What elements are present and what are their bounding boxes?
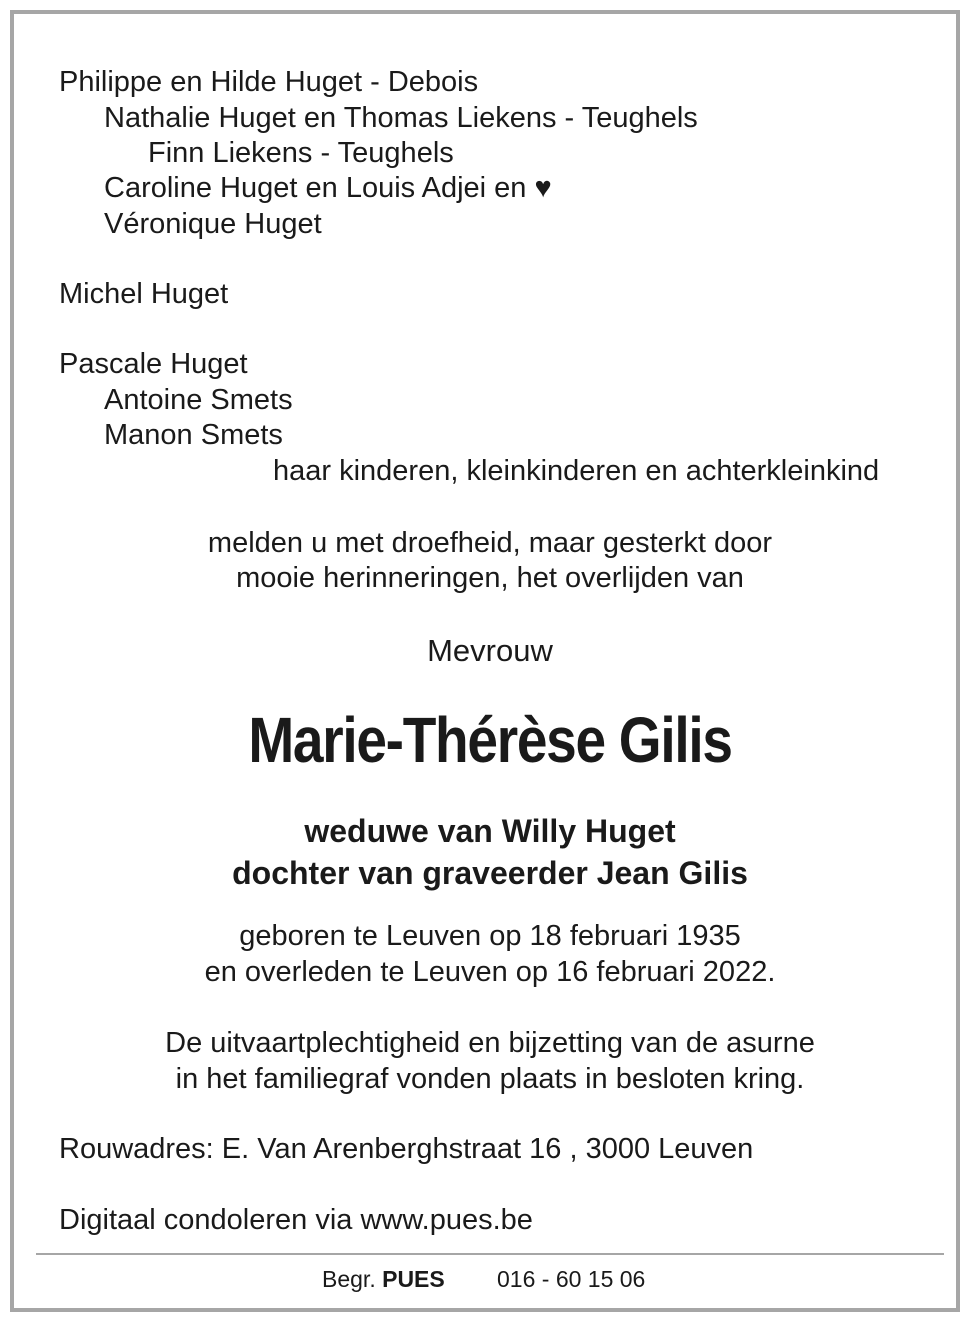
family-line-1: Philippe en Hilde Huget - Debois [59,66,479,98]
dates-line-1: geboren te Leuven op 18 februari 1935 [239,920,741,952]
relation-line: haar kinderen, kleinkinderen en achterkleinkind [273,455,880,487]
ceremony-line-2: in het familiegraf vonden plaats in besloten kring. [175,1063,805,1095]
footer-divider [36,1253,944,1255]
ceremony-line-1: De uitvaartplechtigheid en bijzetting van de asurne [165,1027,815,1059]
subtitle-line-2: dochter van graveerder Jean Gilis [232,855,748,891]
family-line-7: Pascale Huget [59,348,248,380]
undertaker-phone: 016 - 60 15 06 [497,1266,646,1292]
announce-line-1: melden u met droefheid, maar gesterkt door [207,527,773,559]
family-line-4: Caroline Huget en Louis Adjei en ♥ [104,172,552,204]
undertaker-name: PUES [382,1266,445,1292]
family-line-6: Michel Huget [59,278,229,310]
family-line-9: Manon Smets [104,419,283,451]
family-line-3: Finn Liekens - Teughels [148,137,454,169]
subtitle-line-1: weduwe van Willy Huget [304,813,676,849]
begr-prefix: Begr. [322,1266,376,1292]
undertaker-credit [322,1264,445,1294]
honorific: Mevrouw [427,633,553,668]
deceased-name: Marie-Thérèse Gilis [248,704,732,776]
condolence-line: Digitaal condoleren via www.pues.be [59,1204,533,1236]
family-line-5: Véronique Huget [104,208,322,240]
family-line-8: Antoine Smets [104,384,293,416]
family-line-2: Nathalie Huget en Thomas Liekens - Teughels [104,102,698,134]
address-line: Rouwadres: E. Van Arenberghstraat 16 , 3000 Leuven [59,1133,754,1165]
dates-line-2: en overleden te Leuven op 16 februari 2022. [204,956,776,988]
announce-line-2: mooie herinneringen, het overlijden van [236,562,744,594]
